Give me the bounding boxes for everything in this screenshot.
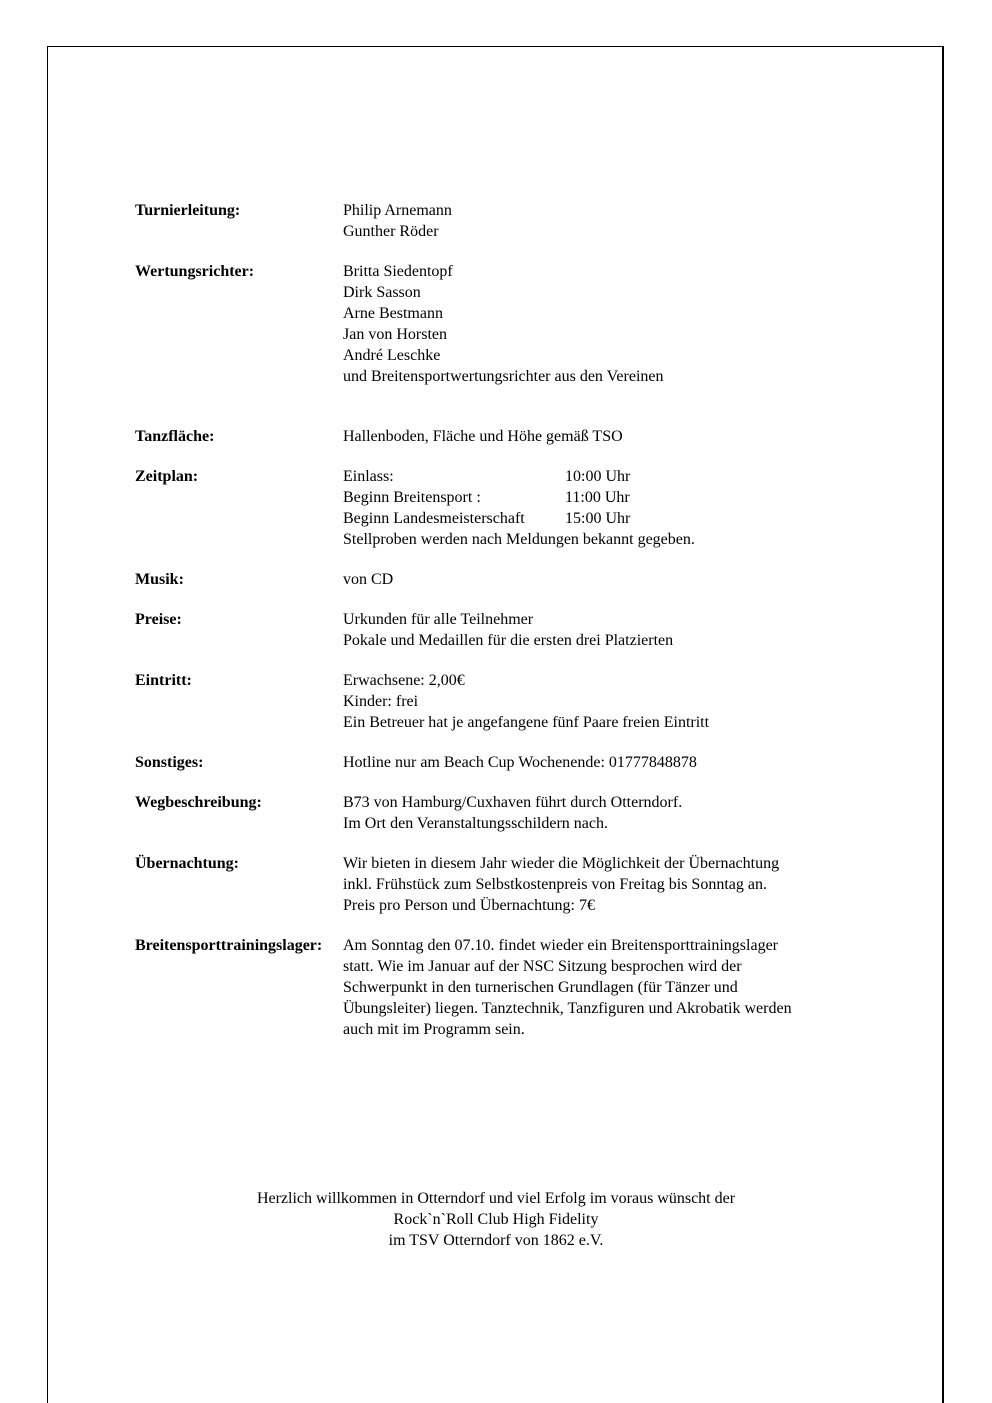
entry-line: Gunther Röder (343, 223, 439, 240)
entry-label: Zeitplan: (135, 468, 199, 485)
closing-greeting (0, 1188, 992, 1251)
entry-line: Ein Betreuer hat je angefangene fünf Paare freien Eintritt (343, 714, 710, 731)
entry-line: André Leschke (343, 347, 441, 364)
entry-line: Urkunden für alle Teilnehmer (343, 611, 534, 628)
entry-eintritt (135, 670, 875, 733)
entry-line: Erwachsene: 2,00€ (343, 672, 465, 689)
entry-line: B73 von Hamburg/Cuxhaven führt durch Otterndorf. (343, 794, 683, 811)
schedule-row (343, 487, 875, 508)
entry-line: Pokale und Medaillen für die ersten drei Platzierten (343, 632, 674, 649)
entry-label: Übernachtung: (135, 855, 240, 872)
club-name: Rock`n`Roll Club High Fidelity (393, 1211, 599, 1228)
entry-tanzflaeche (135, 426, 875, 447)
schedule-row (343, 466, 875, 487)
entry-zeitplan (135, 466, 875, 550)
schedule-time: 11:00 Uhr (565, 489, 630, 506)
entry-line: Jan von Horsten (343, 326, 447, 343)
entry-label: Sonstiges: (135, 754, 204, 771)
entry-label: Eintritt: (135, 672, 192, 689)
entry-label: Preise: (135, 611, 182, 628)
entry-line: statt. Wie im Januar auf der NSC Sitzung besprochen wird der (343, 958, 742, 975)
entry-line: auch mit im Programm sein. (343, 1021, 525, 1038)
entry-label: Tanzfläche: (135, 428, 215, 445)
entry-wertungsrichter (135, 261, 875, 387)
entry-label: Breitensporttrainingslager: (135, 937, 323, 954)
schedule-event: Einlass: (343, 468, 394, 485)
entry-preise (135, 609, 875, 651)
schedule-row (343, 508, 875, 529)
schedule-note: Stellproben werden nach Meldungen bekannt gegeben. (343, 531, 695, 548)
entry-wegbeschreibung (135, 792, 875, 834)
entry-sonstiges (135, 752, 875, 773)
schedule-time: 10:00 Uhr (565, 468, 631, 485)
entry-line: Hotline nur am Beach Cup Wochenende: 01777848878 (343, 754, 697, 771)
entry-line: von CD (343, 571, 394, 588)
entry-line: Am Sonntag den 07.10. findet wieder ein Breitensporttrainingslager (343, 937, 779, 954)
entry-label: Musik: (135, 571, 184, 588)
entry-turnierleitung (135, 200, 875, 242)
entry-line: Schwerpunkt in den turnerischen Grundlagen (für Tänzer und (343, 979, 738, 996)
entry-line: Philip Arnemann (343, 202, 452, 219)
entry-line: Arne Bestmann (343, 305, 443, 322)
entry-label: Turnierleitung: (135, 202, 241, 219)
entry-musik (135, 569, 875, 590)
entry-breitensporttrainingslager (135, 935, 875, 1040)
entry-line: Übungsleiter) liegen. Tanztechnik, Tanzfiguren und Akrobatik werden (343, 1000, 792, 1017)
entry-line: Hallenboden, Fläche und Höhe gemäß TSO (343, 428, 623, 445)
entry-line: Kinder: frei (343, 693, 419, 710)
entry-line: Dirk Sasson (343, 284, 421, 301)
entry-uebernachtung (135, 853, 875, 916)
entry-label: Wegbeschreibung: (135, 794, 262, 811)
entry-line: Im Ort den Veranstaltungsschildern nach. (343, 815, 608, 832)
entry-line: und Breitensportwertungsrichter aus den Vereinen (343, 368, 664, 385)
greeting-line: Herzlich willkommen in Otterndorf und viel Erfolg im voraus wünscht der (256, 1190, 736, 1207)
club-affiliation: im TSV Otterndorf von 1862 e.V. (388, 1232, 604, 1249)
schedule-time: 15:00 Uhr (565, 510, 631, 527)
entry-line: Wir bieten in diesem Jahr wieder die Möglichkeit der Übernachtung (343, 855, 780, 872)
entry-line: inkl. Frühstück zum Selbstkostenpreis von Freitag bis Sonntag an. (343, 876, 767, 893)
info-list (135, 200, 875, 1040)
schedule-event: Beginn Breitensport : (343, 489, 481, 506)
schedule-event: Beginn Landesmeisterschaft (343, 510, 525, 527)
entry-line: Britta Siedentopf (343, 263, 453, 280)
entry-line: Preis pro Person und Übernachtung: 7€ (343, 897, 595, 914)
entry-label: Wertungsrichter: (135, 263, 255, 280)
